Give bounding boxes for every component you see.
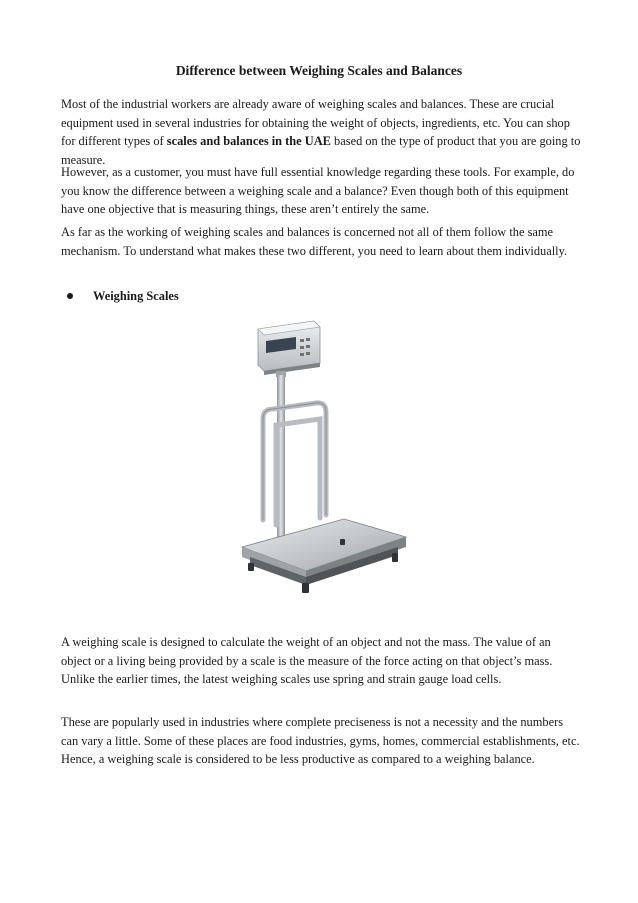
paragraph-weighing-scale-definition: A weighing scale is designed to calculate the weight of an object and not the mass. The value of an object or a living being provided by a scale is the measure of the force acting on that object’s mass. Unlike the earlier times, the latest weighing scales use spring and strain gauge load cells. <box>61 635 553 686</box>
bullet-weighing-scales <box>67 287 179 305</box>
handle-frame <box>263 403 326 525</box>
indicator-head <box>258 321 320 375</box>
intro-text-end: based on the type of product that you are going to measure. <box>61 134 581 167</box>
weighing-platform <box>242 519 406 585</box>
page-title: Difference between Weighing Scales and Balances <box>175 63 463 78</box>
paragraph-intro <box>61 95 581 169</box>
intro-text-start: Most of the industrial workers are already aware of weighing scales and balances. These are crucial equipment used in several industries for obtaining the weight of objects, ingredients, etc. You can shop for different types of <box>61 97 570 148</box>
paragraph-weighing-scale-usage: These are popularly used in industries where complete preciseness is not a necessity and the numbers can vary a little. Some of these places are food industries, gyms, homes, commercial establishments, etc. Hence, a weighing scale is considered to be less productive as compared to a weighing balance. <box>61 715 580 766</box>
paragraph-working-mechanism: As far as the working of weighing scales and balances is concerned not all of them follow the same mechanism. To understand what makes these two different, you need to learn about them individually. <box>61 225 568 258</box>
paragraph-customer-knowledge: However, as a customer, you must have full essential knowledge regarding these tools. For example, do you know the difference between a weighing scale and a balance? Even though both of this equipment have one objective that is measuring things, these aren’t entirely the same. <box>61 165 575 216</box>
bullet-dot-icon <box>67 293 73 299</box>
platform-scale-illustration <box>236 315 408 600</box>
intro-bold-phrase: scales and balances in the UAE <box>166 134 331 148</box>
bullet-heading: Weighing Scales <box>93 289 179 303</box>
